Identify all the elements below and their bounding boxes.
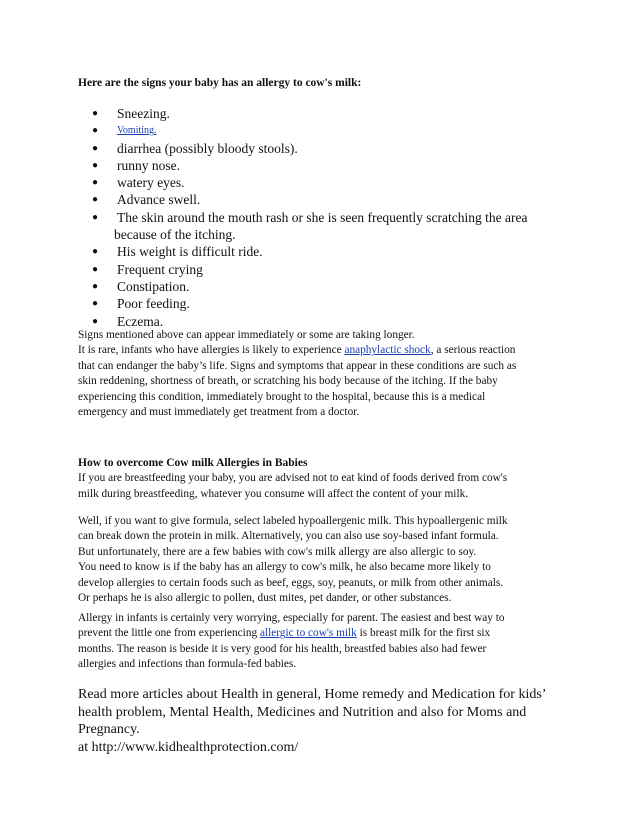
website-url[interactable]: at http://www.kidhealthprotection.com/ xyxy=(78,739,299,755)
list-item: ● diarrhea (possibly bloody stools). xyxy=(92,140,298,156)
bullet-icon: ● xyxy=(92,246,99,258)
bullet-icon: ● xyxy=(92,194,99,206)
bullet-icon: ● xyxy=(92,177,99,189)
signs-list xyxy=(0,105,638,330)
cow-milk-allergy-link[interactable]: allergic to cow's milk xyxy=(259,627,357,640)
bullet-icon: ● xyxy=(92,263,99,275)
prevention-paragraph: Allergy in infants is certainly very worrying, especially for parent. The easiest and best way to prevent the little one from experiencing allergic to cow's milk is breast milk for the first six months. The reason is beside it is very good for his health, breastfed babies also had fewer allergies and infections than formula-fed babies. xyxy=(78,612,505,671)
vomiting-link[interactable]: Vomiting. xyxy=(117,125,157,137)
list-item: ● Advance swell. xyxy=(92,192,201,208)
bullet-icon: ● xyxy=(92,142,99,154)
list-item: ● watery eyes. xyxy=(92,175,185,191)
list-item: ● Sneezing. xyxy=(92,106,170,121)
list-item: ● The skin around the mouth rash or she is seen frequently scratching the area because of the itching. xyxy=(92,209,528,243)
formula-paragraph: Well, if you want to give formula, select labeled hypoallergenic milk. This hypoallergenic milk can break down the protein in milk. Alternatively, you can also use soy-based infant formula. But unfortunately, there are a few babies with cow's milk allergy are also allergic to soy. You need to know is if the baby has an allergy to cow's milk, he also became more likely to develop allergies to certain foods such as beef, eggs, soy, peanuts, or milk from other animals. Or perhaps he is also allergic to pollen, dust mites, pet dander, or other substances. xyxy=(78,515,508,605)
bullet-icon: ● xyxy=(92,159,99,171)
list-item xyxy=(0,122,638,139)
read-more-footer: Read more articles about Health in general, Home remedy and Medication for kids’ health problem, Mental Health, Medicines and Nutrition and also for Moms and Pregnancy. at http://www.kidhealthprotection.com/ xyxy=(78,686,578,756)
list-item: ● Constipation. xyxy=(92,278,190,294)
bullet-icon: ● xyxy=(92,298,99,310)
section-title: How to overcome Cow milk Allergies in Babies xyxy=(78,457,308,469)
list-item: ● Poor feeding. xyxy=(92,296,190,312)
signs-paragraph: Signs mentioned above can appear immediately or some are taking longer. It is rare, infants who have allergies is likely to experience anaphylactic shock, a serious reaction that can endanger the baby’s life. Signs and symptoms that appear in these conditions are such as skin reddening, shortness of breath, or scratching his body because of the itching. If the baby experiencing this condition, immediately brought to the hospital, because this is a medical emergency and must immediately get treatment from a doctor. xyxy=(78,329,517,419)
list-item: ● His weight is difficult ride. xyxy=(92,244,263,260)
anaphylactic-shock-link[interactable]: anaphylactic shock xyxy=(344,344,431,357)
section-how-to: How to overcome Cow milk Allergies in Babies If you are breastfeeding your baby, you are advised not to eat kind of foods derived from cow's milk during breastfeeding, whatever you consume will affect the content of your milk. xyxy=(78,456,568,502)
bullet-icon: ● xyxy=(92,108,99,119)
bullet-icon: ● xyxy=(92,315,99,327)
bullet-icon: ● xyxy=(92,125,99,137)
bullet-icon: ● xyxy=(92,211,99,223)
list-item: ● runny nose. xyxy=(92,157,180,173)
list-item: ● Frequent crying xyxy=(92,261,203,277)
bullet-icon: ● xyxy=(92,280,99,292)
signs-heading: Here are the signs your baby has an allergy to cow's milk: xyxy=(78,77,362,89)
list-item: ● Eczema. xyxy=(92,313,164,329)
